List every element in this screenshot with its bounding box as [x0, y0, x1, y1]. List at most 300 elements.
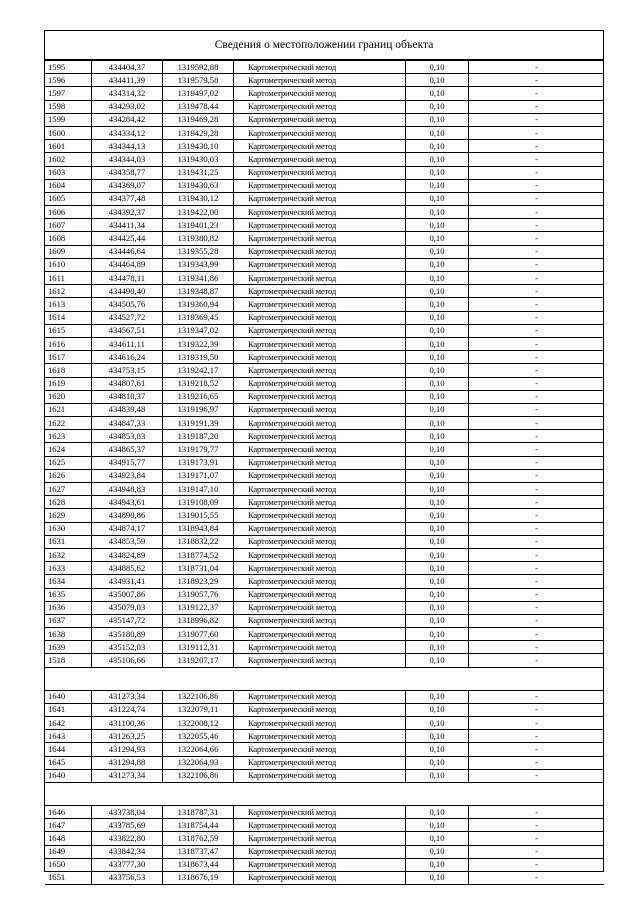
point-number: 1646: [45, 805, 92, 818]
point-number: 1604: [45, 179, 92, 192]
method-cell: Картометрический метод: [234, 548, 406, 561]
y-coordinate: 1319430,10: [163, 140, 234, 153]
dash-cell: -: [469, 690, 605, 703]
x-coordinate: 434377,48: [92, 192, 163, 205]
y-coordinate: 1322064,66: [163, 743, 234, 756]
point-number: 1626: [45, 469, 92, 482]
dash-cell: -: [469, 258, 605, 271]
x-coordinate: 431294,88: [92, 756, 163, 769]
method-cell: Картометрический метод: [234, 166, 406, 179]
table-row: [45, 298, 604, 311]
point-number: 1602: [45, 153, 92, 166]
dash-cell: -: [469, 61, 605, 74]
table-row: [45, 140, 604, 153]
x-coordinate: 434464,89: [92, 258, 163, 271]
y-coordinate: 1319218,52: [163, 377, 234, 390]
accuracy-cell: 0,10: [406, 483, 469, 496]
dash-cell: -: [469, 509, 605, 522]
x-coordinate: 433777,30: [92, 858, 163, 871]
dash-cell: -: [469, 628, 605, 641]
table-row: [45, 628, 604, 641]
point-number: 1609: [45, 245, 92, 258]
point-number: 1623: [45, 430, 92, 443]
point-number: 1612: [45, 285, 92, 298]
accuracy-cell: 0,10: [406, 206, 469, 219]
table-row: [45, 690, 604, 703]
table-row: [45, 509, 604, 522]
y-coordinate: 1319147,10: [163, 483, 234, 496]
dash-cell: -: [469, 703, 605, 716]
y-coordinate: 1319343,99: [163, 258, 234, 271]
x-coordinate: 431263,25: [92, 730, 163, 743]
y-coordinate: 1319478,44: [163, 100, 234, 113]
table-row: [45, 390, 604, 403]
method-cell: Картометрический метод: [234, 245, 406, 258]
method-cell: Картометрический метод: [234, 285, 406, 298]
table-row: [45, 641, 604, 654]
dash-cell: -: [469, 845, 605, 858]
dash-cell: -: [469, 456, 605, 469]
x-coordinate: 434505,76: [92, 298, 163, 311]
x-coordinate: 434923,84: [92, 469, 163, 482]
method-cell: Картометрический метод: [234, 258, 406, 271]
x-coordinate: 434807,61: [92, 377, 163, 390]
x-coordinate: 434847,33: [92, 417, 163, 430]
point-number: 1635: [45, 588, 92, 601]
method-cell: Картометрический метод: [234, 614, 406, 627]
x-coordinate: 434567,51: [92, 324, 163, 337]
table-row: [45, 858, 604, 871]
accuracy-cell: 0,10: [406, 430, 469, 443]
method-cell: Картометрический метод: [234, 219, 406, 232]
point-number: 1634: [45, 575, 92, 588]
point-number: 1606: [45, 206, 92, 219]
table-row: [45, 126, 604, 139]
x-coordinate: 434344,03: [92, 153, 163, 166]
method-cell: Картометрический метод: [234, 417, 406, 430]
y-coordinate: 1319380,82: [163, 232, 234, 245]
y-coordinate: 1319347,02: [163, 324, 234, 337]
dash-cell: -: [469, 179, 605, 192]
accuracy-cell: 0,10: [406, 756, 469, 769]
accuracy-cell: 0,10: [406, 575, 469, 588]
boundary-table: [45, 60, 604, 885]
x-coordinate: 434411,34: [92, 219, 163, 232]
dash-cell: -: [469, 166, 605, 179]
y-coordinate: 1319191,39: [163, 417, 234, 430]
point-number: 1636: [45, 601, 92, 614]
accuracy-cell: 0,10: [406, 769, 469, 782]
x-coordinate: 431100,36: [92, 717, 163, 730]
x-coordinate: 431294,93: [92, 743, 163, 756]
x-coordinate: 434890,86: [92, 509, 163, 522]
x-coordinate: 434931,41: [92, 575, 163, 588]
accuracy-cell: 0,10: [406, 871, 469, 884]
accuracy-cell: 0,10: [406, 548, 469, 561]
x-coordinate: 433822,80: [92, 832, 163, 845]
y-coordinate: 1319108,09: [163, 496, 234, 509]
point-number: 1641: [45, 703, 92, 716]
method-cell: Картометрический метод: [234, 805, 406, 818]
table-row: [45, 483, 604, 496]
accuracy-cell: 0,10: [406, 717, 469, 730]
table-row: [45, 456, 604, 469]
accuracy-cell: 0,10: [406, 153, 469, 166]
table-row: [45, 443, 604, 456]
y-coordinate: 1318731,04: [163, 562, 234, 575]
table-row: [45, 192, 604, 205]
table-row: [45, 522, 604, 535]
x-coordinate: 434948,83: [92, 483, 163, 496]
table-row: [45, 654, 604, 667]
dash-cell: -: [469, 403, 605, 416]
x-coordinate: 434824,89: [92, 548, 163, 561]
dash-cell: -: [469, 311, 605, 324]
accuracy-cell: 0,10: [406, 324, 469, 337]
table-row: [45, 496, 604, 509]
method-cell: Картометрический метод: [234, 601, 406, 614]
point-number: 1611: [45, 272, 92, 285]
document-frame: [44, 30, 604, 883]
x-coordinate: 434344,13: [92, 140, 163, 153]
y-coordinate: 1319497,02: [163, 87, 234, 100]
method-cell: Картометрический метод: [234, 74, 406, 87]
y-coordinate: 1319430,12: [163, 192, 234, 205]
dash-cell: -: [469, 298, 605, 311]
accuracy-cell: 0,10: [406, 219, 469, 232]
y-coordinate: 1322106,86: [163, 690, 234, 703]
accuracy-cell: 0,10: [406, 858, 469, 871]
table-row: [45, 206, 604, 219]
y-coordinate: 1318754,44: [163, 819, 234, 832]
point-number: 1613: [45, 298, 92, 311]
accuracy-cell: 0,10: [406, 628, 469, 641]
point-number: 1629: [45, 509, 92, 522]
accuracy-cell: 0,10: [406, 819, 469, 832]
point-number: 1608: [45, 232, 92, 245]
x-coordinate: 434915,77: [92, 456, 163, 469]
y-coordinate: 1319579,58: [163, 74, 234, 87]
table-row: [45, 430, 604, 443]
accuracy-cell: 0,10: [406, 351, 469, 364]
dash-cell: -: [469, 377, 605, 390]
y-coordinate: 1319171,07: [163, 469, 234, 482]
point-number: 1639: [45, 641, 92, 654]
dash-cell: -: [469, 483, 605, 496]
table-row: [45, 179, 604, 192]
method-cell: Картометрический метод: [234, 430, 406, 443]
dash-cell: -: [469, 548, 605, 561]
x-coordinate: 434490,40: [92, 285, 163, 298]
point-number: 1645: [45, 756, 92, 769]
y-coordinate: 1318774,52: [163, 548, 234, 561]
point-number: 1631: [45, 535, 92, 548]
dash-cell: -: [469, 562, 605, 575]
dash-cell: -: [469, 219, 605, 232]
accuracy-cell: 0,10: [406, 192, 469, 205]
table-row: [45, 845, 604, 858]
accuracy-cell: 0,10: [406, 166, 469, 179]
accuracy-cell: 0,10: [406, 730, 469, 743]
method-cell: Картометрический метод: [234, 61, 406, 74]
x-coordinate: 434392,37: [92, 206, 163, 219]
point-number: 1599: [45, 113, 92, 126]
x-coordinate: 434411,39: [92, 74, 163, 87]
point-number: 1643: [45, 730, 92, 743]
x-coordinate: 431224,74: [92, 703, 163, 716]
point-number: 1642: [45, 717, 92, 730]
point-number: 1595: [45, 61, 92, 74]
x-coordinate: 434885,62: [92, 562, 163, 575]
y-coordinate: 1319015,55: [163, 509, 234, 522]
point-number: 1620: [45, 390, 92, 403]
point-number: 1628: [45, 496, 92, 509]
y-coordinate: 1319216,65: [163, 390, 234, 403]
x-coordinate: 434616,24: [92, 351, 163, 364]
point-number: 1615: [45, 324, 92, 337]
y-coordinate: 1319057,76: [163, 588, 234, 601]
table-row: [45, 417, 604, 430]
point-number: 1644: [45, 743, 92, 756]
accuracy-cell: 0,10: [406, 113, 469, 126]
method-cell: Картометрический метод: [234, 819, 406, 832]
point-number: 1596: [45, 74, 92, 87]
method-cell: Картометрический метод: [234, 588, 406, 601]
accuracy-cell: 0,10: [406, 690, 469, 703]
dash-cell: -: [469, 87, 605, 100]
y-coordinate: 1319242,17: [163, 364, 234, 377]
method-cell: Картометрический метод: [234, 324, 406, 337]
x-coordinate: 433738,04: [92, 805, 163, 818]
table-row: [45, 730, 604, 743]
x-coordinate: 434284,42: [92, 113, 163, 126]
y-coordinate: 1319319,50: [163, 351, 234, 364]
accuracy-cell: 0,10: [406, 61, 469, 74]
method-cell: Картометрический метод: [234, 153, 406, 166]
method-cell: Картометрический метод: [234, 756, 406, 769]
y-coordinate: 1319422,00: [163, 206, 234, 219]
accuracy-cell: 0,10: [406, 311, 469, 324]
method-cell: Картометрический метод: [234, 443, 406, 456]
accuracy-cell: 0,10: [406, 272, 469, 285]
x-coordinate: 434404,37: [92, 61, 163, 74]
table-row: [45, 364, 604, 377]
y-coordinate: 1318923,29: [163, 575, 234, 588]
method-cell: Картометрический метод: [234, 272, 406, 285]
y-coordinate: 1319179,77: [163, 443, 234, 456]
method-cell: Картометрический метод: [234, 140, 406, 153]
dash-cell: -: [469, 805, 605, 818]
accuracy-cell: 0,10: [406, 74, 469, 87]
separator-cell: [45, 667, 604, 690]
x-coordinate: 434853,59: [92, 535, 163, 548]
x-coordinate: 435180,89: [92, 628, 163, 641]
dash-cell: -: [469, 832, 605, 845]
x-coordinate: 431273,34: [92, 690, 163, 703]
dash-cell: -: [469, 417, 605, 430]
accuracy-cell: 0,10: [406, 614, 469, 627]
dash-cell: -: [469, 100, 605, 113]
dash-cell: -: [469, 324, 605, 337]
method-cell: Картометрический метод: [234, 232, 406, 245]
y-coordinate: 1318762,59: [163, 832, 234, 845]
y-coordinate: 1319430,03: [163, 153, 234, 166]
x-coordinate: 434839,48: [92, 403, 163, 416]
y-coordinate: 1319431,25: [163, 166, 234, 179]
y-coordinate: 1318673,44: [163, 858, 234, 871]
table-row: [45, 756, 604, 769]
dash-cell: -: [469, 153, 605, 166]
method-cell: Картометрический метод: [234, 390, 406, 403]
accuracy-cell: 0,10: [406, 535, 469, 548]
accuracy-cell: 0,10: [406, 179, 469, 192]
y-coordinate: 1318737,47: [163, 845, 234, 858]
accuracy-cell: 0,10: [406, 654, 469, 667]
point-number: 1637: [45, 614, 92, 627]
y-coordinate: 1319348,87: [163, 285, 234, 298]
group-separator: [45, 782, 604, 805]
point-number: 1619: [45, 377, 92, 390]
point-number: 1600: [45, 126, 92, 139]
method-cell: Картометрический метод: [234, 100, 406, 113]
dash-cell: -: [469, 232, 605, 245]
y-coordinate: 1322106,86: [163, 769, 234, 782]
point-number: 1633: [45, 562, 92, 575]
accuracy-cell: 0,10: [406, 845, 469, 858]
table-row: [45, 535, 604, 548]
table-row: [45, 337, 604, 350]
point-number: 1640: [45, 690, 92, 703]
table-row: [45, 575, 604, 588]
table-row: [45, 113, 604, 126]
method-cell: Картометрический метод: [234, 192, 406, 205]
point-number: 1651: [45, 871, 92, 884]
x-coordinate: 434810,37: [92, 390, 163, 403]
y-coordinate: 1319360,94: [163, 298, 234, 311]
point-number: 1621: [45, 403, 92, 416]
table-row: [45, 832, 604, 845]
x-coordinate: 435147,72: [92, 614, 163, 627]
method-cell: Картометрический метод: [234, 403, 406, 416]
dash-cell: -: [469, 819, 605, 832]
method-cell: Картометрический метод: [234, 377, 406, 390]
point-number: 1622: [45, 417, 92, 430]
y-coordinate: 1319355,28: [163, 245, 234, 258]
point-number: 1618: [45, 364, 92, 377]
x-coordinate: 433785,69: [92, 819, 163, 832]
method-cell: Картометрический метод: [234, 509, 406, 522]
method-cell: Картометрический метод: [234, 469, 406, 482]
table-row: [45, 61, 604, 74]
x-coordinate: 435007,86: [92, 588, 163, 601]
method-cell: Картометрический метод: [234, 522, 406, 535]
accuracy-cell: 0,10: [406, 641, 469, 654]
table-row: [45, 588, 604, 601]
point-number: 1640: [45, 769, 92, 782]
x-coordinate: 434853,83: [92, 430, 163, 443]
method-cell: Картометрический метод: [234, 87, 406, 100]
table-row: [45, 87, 604, 100]
point-number: 1518: [45, 654, 92, 667]
point-number: 1610: [45, 258, 92, 271]
accuracy-cell: 0,10: [406, 509, 469, 522]
method-cell: Картометрический метод: [234, 641, 406, 654]
table-row: [45, 245, 604, 258]
x-coordinate: 434358,77: [92, 166, 163, 179]
accuracy-cell: 0,10: [406, 140, 469, 153]
accuracy-cell: 0,10: [406, 456, 469, 469]
accuracy-cell: 0,10: [406, 496, 469, 509]
method-cell: Картометрический метод: [234, 483, 406, 496]
method-cell: Картометрический метод: [234, 871, 406, 884]
dash-cell: -: [469, 390, 605, 403]
y-coordinate: 1318996,82: [163, 614, 234, 627]
y-coordinate: 1319430,63: [163, 179, 234, 192]
accuracy-cell: 0,10: [406, 443, 469, 456]
method-cell: Картометрический метод: [234, 858, 406, 871]
method-cell: Картометрический метод: [234, 730, 406, 743]
point-number: 1617: [45, 351, 92, 364]
dash-cell: -: [469, 601, 605, 614]
dash-cell: -: [469, 871, 605, 884]
dash-cell: -: [469, 588, 605, 601]
accuracy-cell: 0,10: [406, 588, 469, 601]
accuracy-cell: 0,10: [406, 417, 469, 430]
dash-cell: -: [469, 614, 605, 627]
accuracy-cell: 0,10: [406, 805, 469, 818]
y-coordinate: 1322079,11: [163, 703, 234, 716]
dash-cell: -: [469, 469, 605, 482]
point-number: 1607: [45, 219, 92, 232]
dash-cell: -: [469, 430, 605, 443]
y-coordinate: 1319196,97: [163, 403, 234, 416]
x-coordinate: 434334,12: [92, 126, 163, 139]
dash-cell: -: [469, 337, 605, 350]
accuracy-cell: 0,10: [406, 522, 469, 535]
method-cell: Картометрический метод: [234, 575, 406, 588]
method-cell: Картометрический метод: [234, 769, 406, 782]
point-number: 1624: [45, 443, 92, 456]
table-row: [45, 805, 604, 818]
table-row: [45, 614, 604, 627]
method-cell: Картометрический метод: [234, 351, 406, 364]
x-coordinate: 434874,17: [92, 522, 163, 535]
accuracy-cell: 0,10: [406, 232, 469, 245]
table-row: [45, 601, 604, 614]
table-row: [45, 819, 604, 832]
method-cell: Картометрический метод: [234, 298, 406, 311]
accuracy-cell: 0,10: [406, 469, 469, 482]
y-coordinate: 1319369,45: [163, 311, 234, 324]
dash-cell: -: [469, 245, 605, 258]
point-number: 1648: [45, 832, 92, 845]
table-row: [45, 403, 604, 416]
table-row: [45, 232, 604, 245]
accuracy-cell: 0,10: [406, 258, 469, 271]
dash-cell: -: [469, 743, 605, 756]
accuracy-cell: 0,10: [406, 364, 469, 377]
x-coordinate: 434943,61: [92, 496, 163, 509]
y-coordinate: 1322055,46: [163, 730, 234, 743]
method-cell: Картометрический метод: [234, 628, 406, 641]
accuracy-cell: 0,10: [406, 126, 469, 139]
point-number: 1638: [45, 628, 92, 641]
method-cell: Картометрический метод: [234, 654, 406, 667]
method-cell: Картометрический метод: [234, 126, 406, 139]
y-coordinate: 1319173,91: [163, 456, 234, 469]
y-coordinate: 1319207,17: [163, 654, 234, 667]
point-number: 1614: [45, 311, 92, 324]
